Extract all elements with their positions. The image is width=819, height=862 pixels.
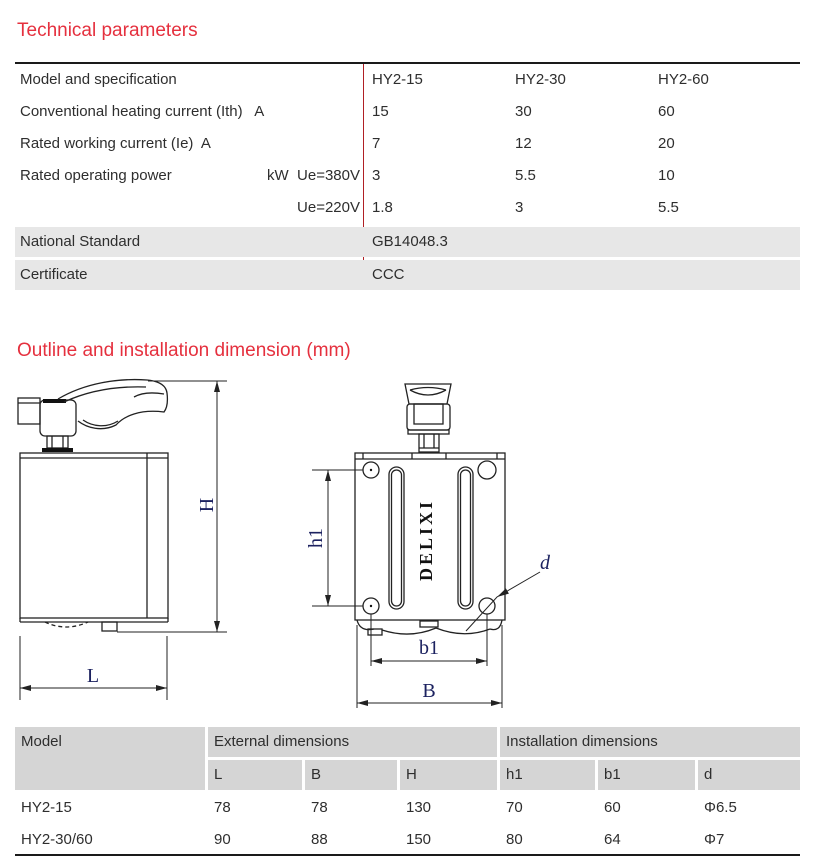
cell-value: 60 (598, 793, 695, 822)
cell-value: 30 (515, 103, 532, 120)
cell-value: 78 (305, 793, 397, 822)
column-header-external: External dimensions (208, 727, 497, 757)
cell-value: 70 (500, 793, 595, 822)
cell-value: 5.5 (658, 199, 679, 216)
row-label: Rated operating power (20, 167, 172, 184)
table-row (15, 192, 800, 224)
row-label: Conventional heating current (Ith) A (20, 103, 265, 120)
cell-model: HY2-30/60 (15, 825, 205, 854)
cell-value: HY2-60 (658, 71, 709, 88)
section-title-technical-parameters: Technical parameters (17, 20, 198, 41)
cell-value: 88 (305, 825, 397, 854)
column-header-d: d (698, 760, 800, 790)
cell-value: GB14048.3 (372, 233, 448, 250)
dimension-H (117, 381, 227, 632)
brand-text: DELIXI (416, 498, 436, 582)
cell-value: 60 (658, 103, 675, 120)
column-header-model: Model (15, 727, 205, 790)
front-view-drawing (355, 384, 505, 635)
dimension-label-b1: b1 (419, 637, 439, 659)
side-view-drawing (18, 380, 168, 631)
dimension-label-h1: h1 (305, 528, 327, 548)
cell-value: 12 (515, 135, 532, 152)
column-header-H: H (400, 760, 497, 790)
dimension-label-L: L (86, 665, 100, 687)
cell-value: CCC (372, 266, 405, 283)
cell-value: 64 (598, 825, 695, 854)
cell-value: HY2-15 (372, 71, 423, 88)
column-header-b1: b1 (598, 760, 695, 790)
cell-value: 130 (400, 793, 497, 822)
cell-model: HY2-15 (15, 793, 205, 822)
cell-value: Φ7 (698, 825, 800, 854)
row-condition: kW Ue=380V (267, 167, 360, 184)
column-header-B: B (305, 760, 397, 790)
column-header-installation: Installation dimensions (500, 727, 800, 757)
technical-parameters-table (15, 62, 800, 290)
table-row (15, 64, 800, 96)
cell-value: 3 (372, 167, 381, 184)
cell-value: 80 (500, 825, 595, 854)
cell-value: 5.5 (515, 167, 536, 184)
table-row-certificate (15, 260, 800, 290)
cell-value: 78 (208, 793, 302, 822)
row-label: Model and specification (20, 71, 177, 88)
cell-value: 150 (400, 825, 497, 854)
table-row (15, 160, 800, 192)
row-label: Certificate (20, 266, 88, 283)
outline-drawing (0, 370, 580, 715)
cell-value: 90 (208, 825, 302, 854)
dimension-h1 (305, 470, 363, 606)
cell-value: 1.8 (372, 199, 393, 216)
cell-value: 7 (372, 135, 381, 152)
dimension-label-H: H (196, 497, 218, 513)
row-label: National Standard (20, 233, 141, 250)
table-row (15, 128, 800, 160)
dimension-d (466, 552, 551, 631)
cell-value: 10 (658, 167, 675, 184)
dimension-label-d: d (540, 552, 550, 574)
dimensions-table (15, 727, 800, 856)
cell-value: 3 (515, 199, 524, 216)
cell-value: 20 (658, 135, 675, 152)
cell-value: HY2-30 (515, 71, 566, 88)
cell-value: 15 (372, 103, 389, 120)
dimension-label-B: B (422, 680, 436, 702)
dimension-L (20, 636, 167, 700)
table-row (15, 96, 800, 128)
column-header-h1: h1 (500, 760, 595, 790)
cell-value: Φ6.5 (698, 793, 800, 822)
section-title-outline-dimension: Outline and installation dimension (mm) (17, 340, 351, 361)
row-condition: Ue=220V (297, 199, 360, 216)
column-header-L: L (208, 760, 302, 790)
dimension-b1 (371, 614, 487, 666)
table-row-national-standard (15, 227, 800, 257)
row-label: Rated working current (Ie) A (20, 135, 211, 152)
